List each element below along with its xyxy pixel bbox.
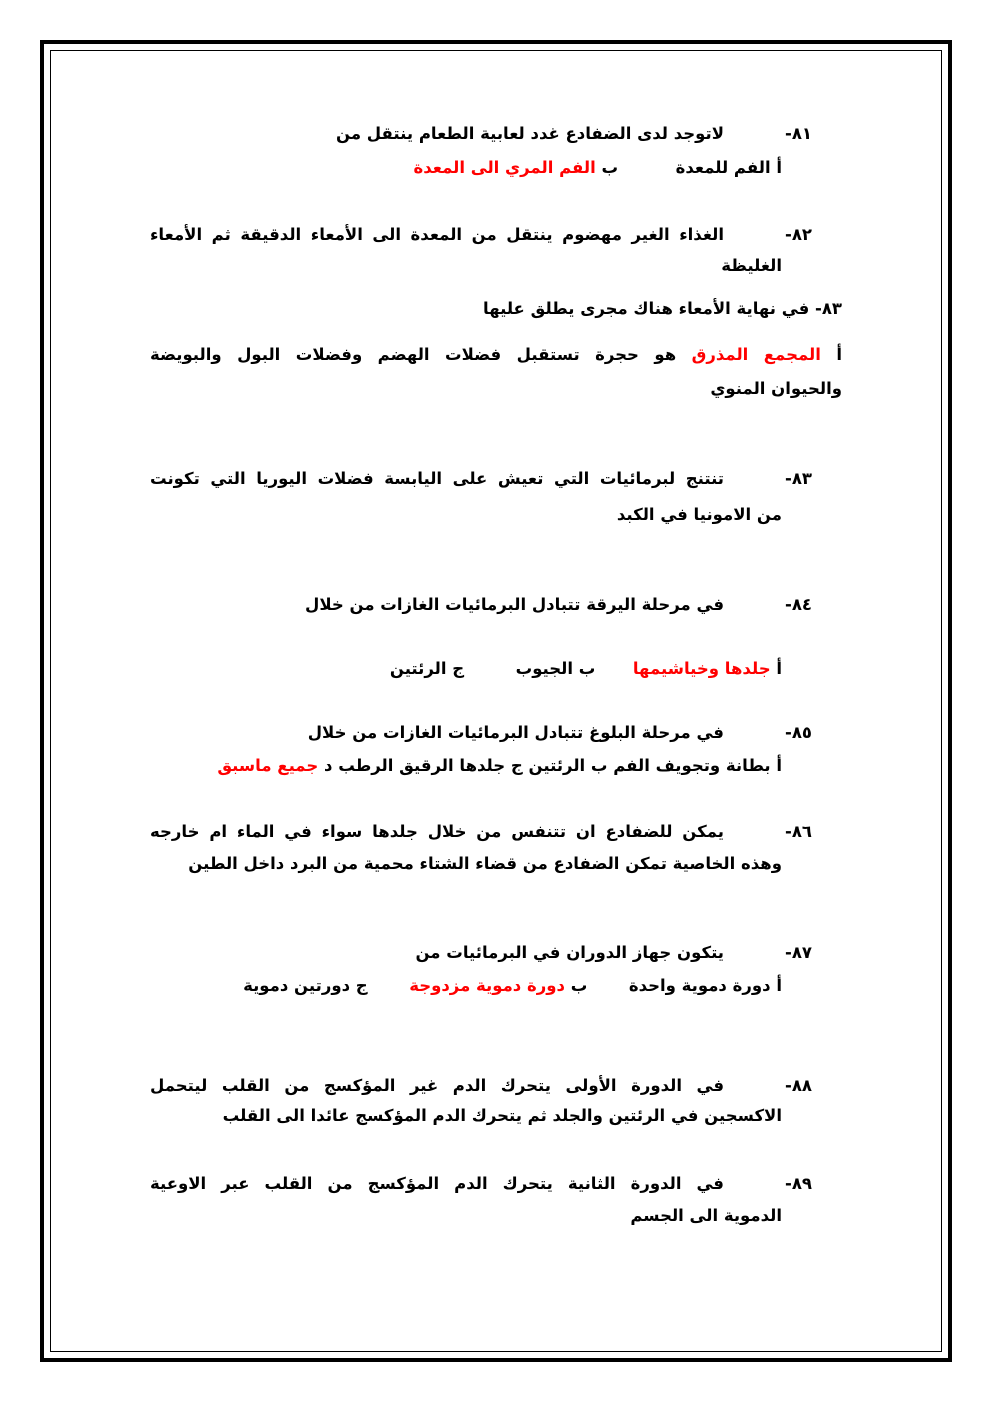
- question-88-number: ٨٨-: [784, 1076, 812, 1095]
- question-89-number: ٨٩-: [784, 1174, 812, 1193]
- question-85-options-text: أ بطانة وتجويف الفم ب الرئتين ج جلدها الرقيق الرطب د: [324, 756, 782, 775]
- question-82-number: ٨٢-: [784, 225, 812, 244]
- question-84-option-b: ب الجيوب: [515, 659, 596, 678]
- question-84-option-a-prefix: أ: [776, 659, 782, 678]
- question-86-line2: وهذه الخاصية تمكن الضفادع من قضاء الشتاء محمية من البرد داخل الطين: [188, 854, 782, 873]
- question-87-option-c: ج دورتين دموية: [243, 976, 368, 995]
- question-82-line2: الغليظة: [721, 256, 782, 275]
- question-89-line2: الدموية الى الجسم: [630, 1206, 782, 1225]
- question-87-option-a: أ دورة دموية واحدة: [628, 976, 782, 995]
- question-85-text: في مرحلة البلوغ تتبادل البرمائيات الغازات من خلال: [307, 723, 724, 742]
- question-85-number: ٨٥-: [784, 723, 812, 742]
- question-82-line1: الغذاء الغير مهضوم ينتقل من المعدة الى الأمعاء الدقيقة ثم الأمعاء: [150, 225, 724, 244]
- question-83b-line2: من الامونيا في الكبد: [616, 505, 782, 524]
- question-81-option-b-prefix: ب: [601, 158, 619, 177]
- question-88-line1: في الدورة الأولى يتحرك الدم غير المؤكسج من القلب ليتحمل: [150, 1076, 724, 1095]
- question-84-text: في مرحلة اليرقة تتبادل البرمائيات الغازات من خلال: [305, 595, 724, 614]
- question-87-option-b-prefix: ب: [570, 976, 588, 995]
- question-83a-answer: المجمع المذرق: [691, 345, 821, 364]
- question-88-line2: الاكسجين في الرئتين والجلد ثم يتحرك الدم المؤكسج عائدا الى القلب: [222, 1106, 782, 1125]
- question-81-answer: الفم المري الى المعدة: [413, 158, 596, 177]
- question-81-options: [414, 157, 782, 179]
- question-83a-answer-prefix: أ: [836, 345, 843, 364]
- question-86-line1: يمكن للضفادع ان تتنفس من خلال جلدها سواء في الماء ام خارجه: [150, 822, 724, 841]
- question-83b-line1: تنتنج لبرمائيات التي تعيش على اليابسة فضلات اليوريا التي تكونت: [150, 469, 724, 488]
- question-87-text: يتكون جهاز الدوران في البرمائيات من: [415, 943, 724, 962]
- question-84-number: ٨٤-: [784, 595, 812, 614]
- question-83b-number: ٨٣-: [784, 469, 812, 488]
- question-84-option-c: ج الرئتين: [389, 659, 465, 678]
- question-87-options: [243, 975, 782, 997]
- question-83a-text: ٨٣- في نهاية الأمعاء هناك مجرى يطلق عليها: [483, 299, 842, 318]
- question-81-option-a: أ الفم للمعدة: [675, 158, 782, 177]
- question-81-number: ٨١-: [784, 124, 812, 143]
- question-81-text: لاتوجد لدى الضفادع غدد لعابية الطعام ينتقل من: [336, 124, 724, 143]
- question-83a-answer-rest: هو حجرة تستقبل فضلات الهضم وفضلات البول والبويضة: [150, 345, 677, 364]
- question-85-answer: جميع ماسبق: [217, 756, 319, 775]
- question-85-options: [217, 755, 782, 777]
- question-87-answer: دورة دموية مزدوجة: [409, 976, 565, 995]
- question-89-line1: في الدورة الثانية يتحرك الدم المؤكسج من القلب عبر الاوعية: [150, 1174, 724, 1193]
- question-86-number: ٨٦-: [784, 822, 812, 841]
- question-87-number: ٨٧-: [784, 943, 812, 962]
- question-84-answer: جلدها وخياشيمها: [632, 659, 771, 678]
- question-84-options: [390, 658, 782, 680]
- question-83a-answer-line1: [150, 344, 842, 366]
- question-83a-answer-line2: والحيوان المنوي: [710, 379, 842, 398]
